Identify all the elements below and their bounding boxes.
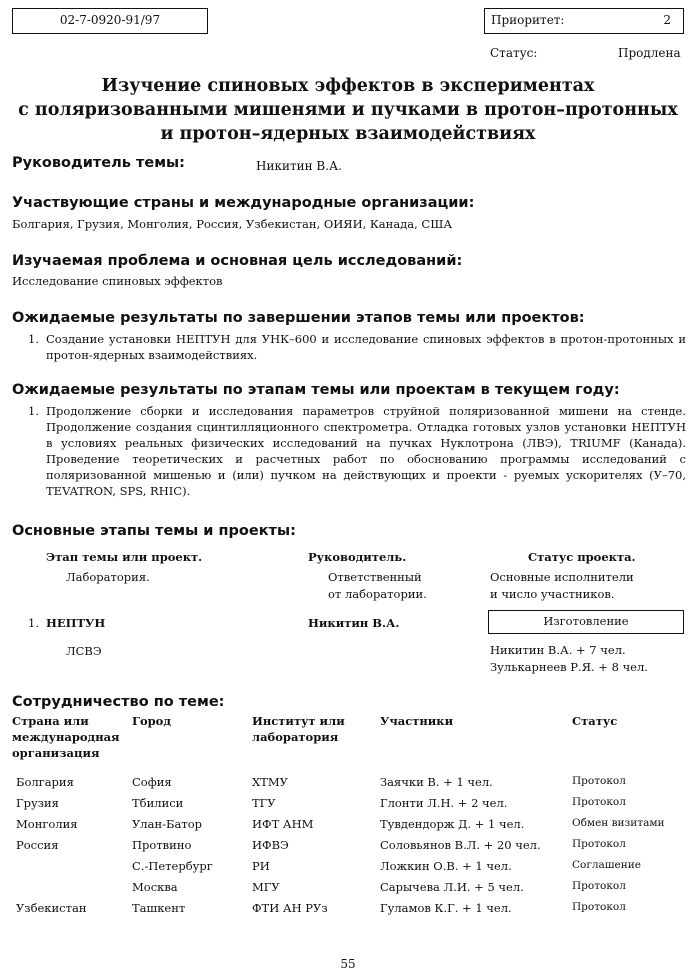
row-country: Узбекистан — [16, 901, 87, 915]
row-country: Россия — [16, 838, 59, 852]
problem-text: Исследование спиновых эффектов — [12, 274, 223, 288]
row-status: Протокол — [572, 796, 626, 808]
performer: Зулькарнеев Р.Я. + 8 чел. — [490, 660, 648, 674]
row-participants: Соловьянов В.Л. + 20 чел. — [380, 838, 541, 852]
title-line: с поляризованными мишенями и пучками в протон–протонных — [18, 100, 678, 120]
coop-col-status: Статус — [572, 714, 618, 728]
title-line: и протон–ядерных взаимодействиях — [160, 124, 536, 144]
row-city: София — [132, 775, 172, 789]
stages-col-stage: Этап темы или проект. — [46, 550, 203, 564]
stages-col-status-sub1: Основные исполнители — [490, 570, 634, 584]
row-participants: Гуламов К.Г. + 1 чел. — [380, 901, 512, 915]
row-city: Протвино — [132, 838, 192, 852]
stages-col-leader-sub2: от лаборатории. — [328, 587, 427, 601]
row-participants: Заячки В. + 1 чел. — [380, 775, 493, 789]
cooperation-heading: Сотрудничество по теме: — [12, 694, 225, 710]
priority-box — [484, 8, 684, 34]
status-label: Статус: — [490, 46, 538, 60]
row-institute: ИФВЭ — [252, 838, 289, 852]
priority-label: Приоритет: — [491, 13, 565, 27]
expected-final-heading: Ожидаемые результаты по завершении этапов темы или проектов: — [12, 310, 585, 326]
table-row — [0, 796, 696, 816]
row-participants: Сарычева Л.И. + 5 чел. — [380, 880, 524, 894]
stage-item-number: 1. — [28, 616, 39, 630]
row-institute: МГУ — [252, 880, 280, 894]
topic-code: 02-7-0920-91/97 — [59, 13, 161, 27]
coop-col-institute-line: Институт или — [252, 714, 345, 728]
leader-label: Руководитель темы: — [12, 155, 185, 171]
coop-col-country — [12, 713, 120, 761]
stage-status: Изготовление — [543, 614, 629, 628]
status-value: Продлена — [618, 46, 681, 60]
row-status: Обмен визитами — [572, 817, 665, 829]
stages-col-leader-sub1: Ответственный — [328, 570, 422, 584]
row-status: Соглашение — [572, 859, 641, 871]
expected-final-number: 1. — [28, 332, 39, 346]
table-row — [0, 859, 696, 879]
expected-year-number: 1. — [28, 404, 39, 418]
coop-col-participants: Участники — [380, 714, 454, 728]
countries-text: Болгария, Грузия, Монголия, Россия, Узбекистан, ОИЯИ, Канада, США — [12, 217, 453, 231]
row-institute: ИФТ АНМ — [252, 817, 314, 831]
coop-col-country-line: международная — [12, 730, 120, 744]
row-city: С.-Петербург — [132, 859, 213, 873]
coop-col-country-line: организация — [12, 746, 100, 760]
row-status: Протокол — [572, 775, 626, 787]
coop-col-institute-line: лаборатория — [252, 730, 339, 744]
row-participants: Глонти Л.Н. + 2 чел. — [380, 796, 508, 810]
row-status: Протокол — [572, 838, 626, 850]
stage-item-name: НЕПТУН — [46, 616, 106, 630]
expected-year-text: Продолжение сборки и исследования параметров струйной поляризованной мишени на стенде. Продолжение создания сцинтилляционного спектрометра. Отладка готовых узлов установки НЕПТУН в условиях реальных физических исследований на пучках Нуклотрона (ЛВЭ), TRIUMF (Канада). Проведение теоретических и расчетных работ по обоснованию программы исследований с поляризованной мишенью и (или) пучком на действующих и проекти - руемых ускорителях (У–70, TEVATRON, SPS, RHIC). — [46, 404, 686, 498]
coop-col-city: Город — [132, 714, 171, 728]
stages-col-status-sub2: и число участников. — [490, 587, 615, 601]
table-row — [0, 901, 696, 921]
table-row — [0, 838, 696, 858]
stage-item-leader: Никитин В.А. — [308, 616, 400, 630]
problem-heading: Изучаемая проблема и основная цель исследований: — [12, 253, 463, 269]
stages-col-leader: Руководитель. — [308, 550, 407, 564]
row-participants: Ложкин О.В. + 1 чел. — [380, 859, 512, 873]
table-row — [0, 880, 696, 900]
expected-year-heading: Ожидаемые результаты по этапам темы или проектам в текущем году: — [12, 382, 620, 398]
row-country: Грузия — [16, 796, 59, 810]
expected-final-text: Создание установки НЕПТУН для УНК–600 и исследование спиновых эффектов в протон-протонных и протон-ядерных взаимодействиях. — [46, 332, 686, 362]
table-row — [0, 817, 696, 837]
leader-value: Никитин В.А. — [256, 159, 342, 173]
coop-col-institute — [252, 713, 345, 745]
page-number: 55 — [340, 957, 356, 971]
stages-col-status: Статус проекта. — [528, 550, 636, 564]
performer: Никитин В.А. + 7 чел. — [490, 643, 626, 657]
topic-code-box — [12, 8, 208, 34]
row-institute: ФТИ АН РУз — [252, 901, 328, 915]
row-city: Тбилиси — [132, 796, 184, 810]
title-line: Изучение спиновых эффектов в экспериментах — [101, 76, 595, 96]
priority-value: 2 — [663, 13, 671, 27]
stage-item-lab: ЛСВЭ — [66, 644, 102, 658]
stage-status-box — [488, 610, 684, 634]
table-row — [0, 775, 696, 795]
row-institute: ТГУ — [252, 796, 276, 810]
row-status: Протокол — [572, 901, 626, 913]
document-title — [0, 74, 696, 146]
row-institute: ХТМУ — [252, 775, 288, 789]
row-participants: Тувдендорж Д. + 1 чел. — [380, 817, 525, 831]
row-city: Улан-Батор — [132, 817, 202, 831]
stages-heading: Основные этапы темы и проекты: — [12, 523, 296, 539]
row-city: Ташкент — [132, 901, 186, 915]
stages-col-stage-sub: Лаборатория. — [66, 570, 150, 584]
row-city: Москва — [132, 880, 178, 894]
coop-col-country-line: Страна или — [12, 714, 89, 728]
row-country: Болгария — [16, 775, 74, 789]
row-country: Монголия — [16, 817, 78, 831]
row-status: Протокол — [572, 880, 626, 892]
countries-heading: Участвующие страны и международные организации: — [12, 195, 475, 211]
row-institute: РИ — [252, 859, 270, 873]
